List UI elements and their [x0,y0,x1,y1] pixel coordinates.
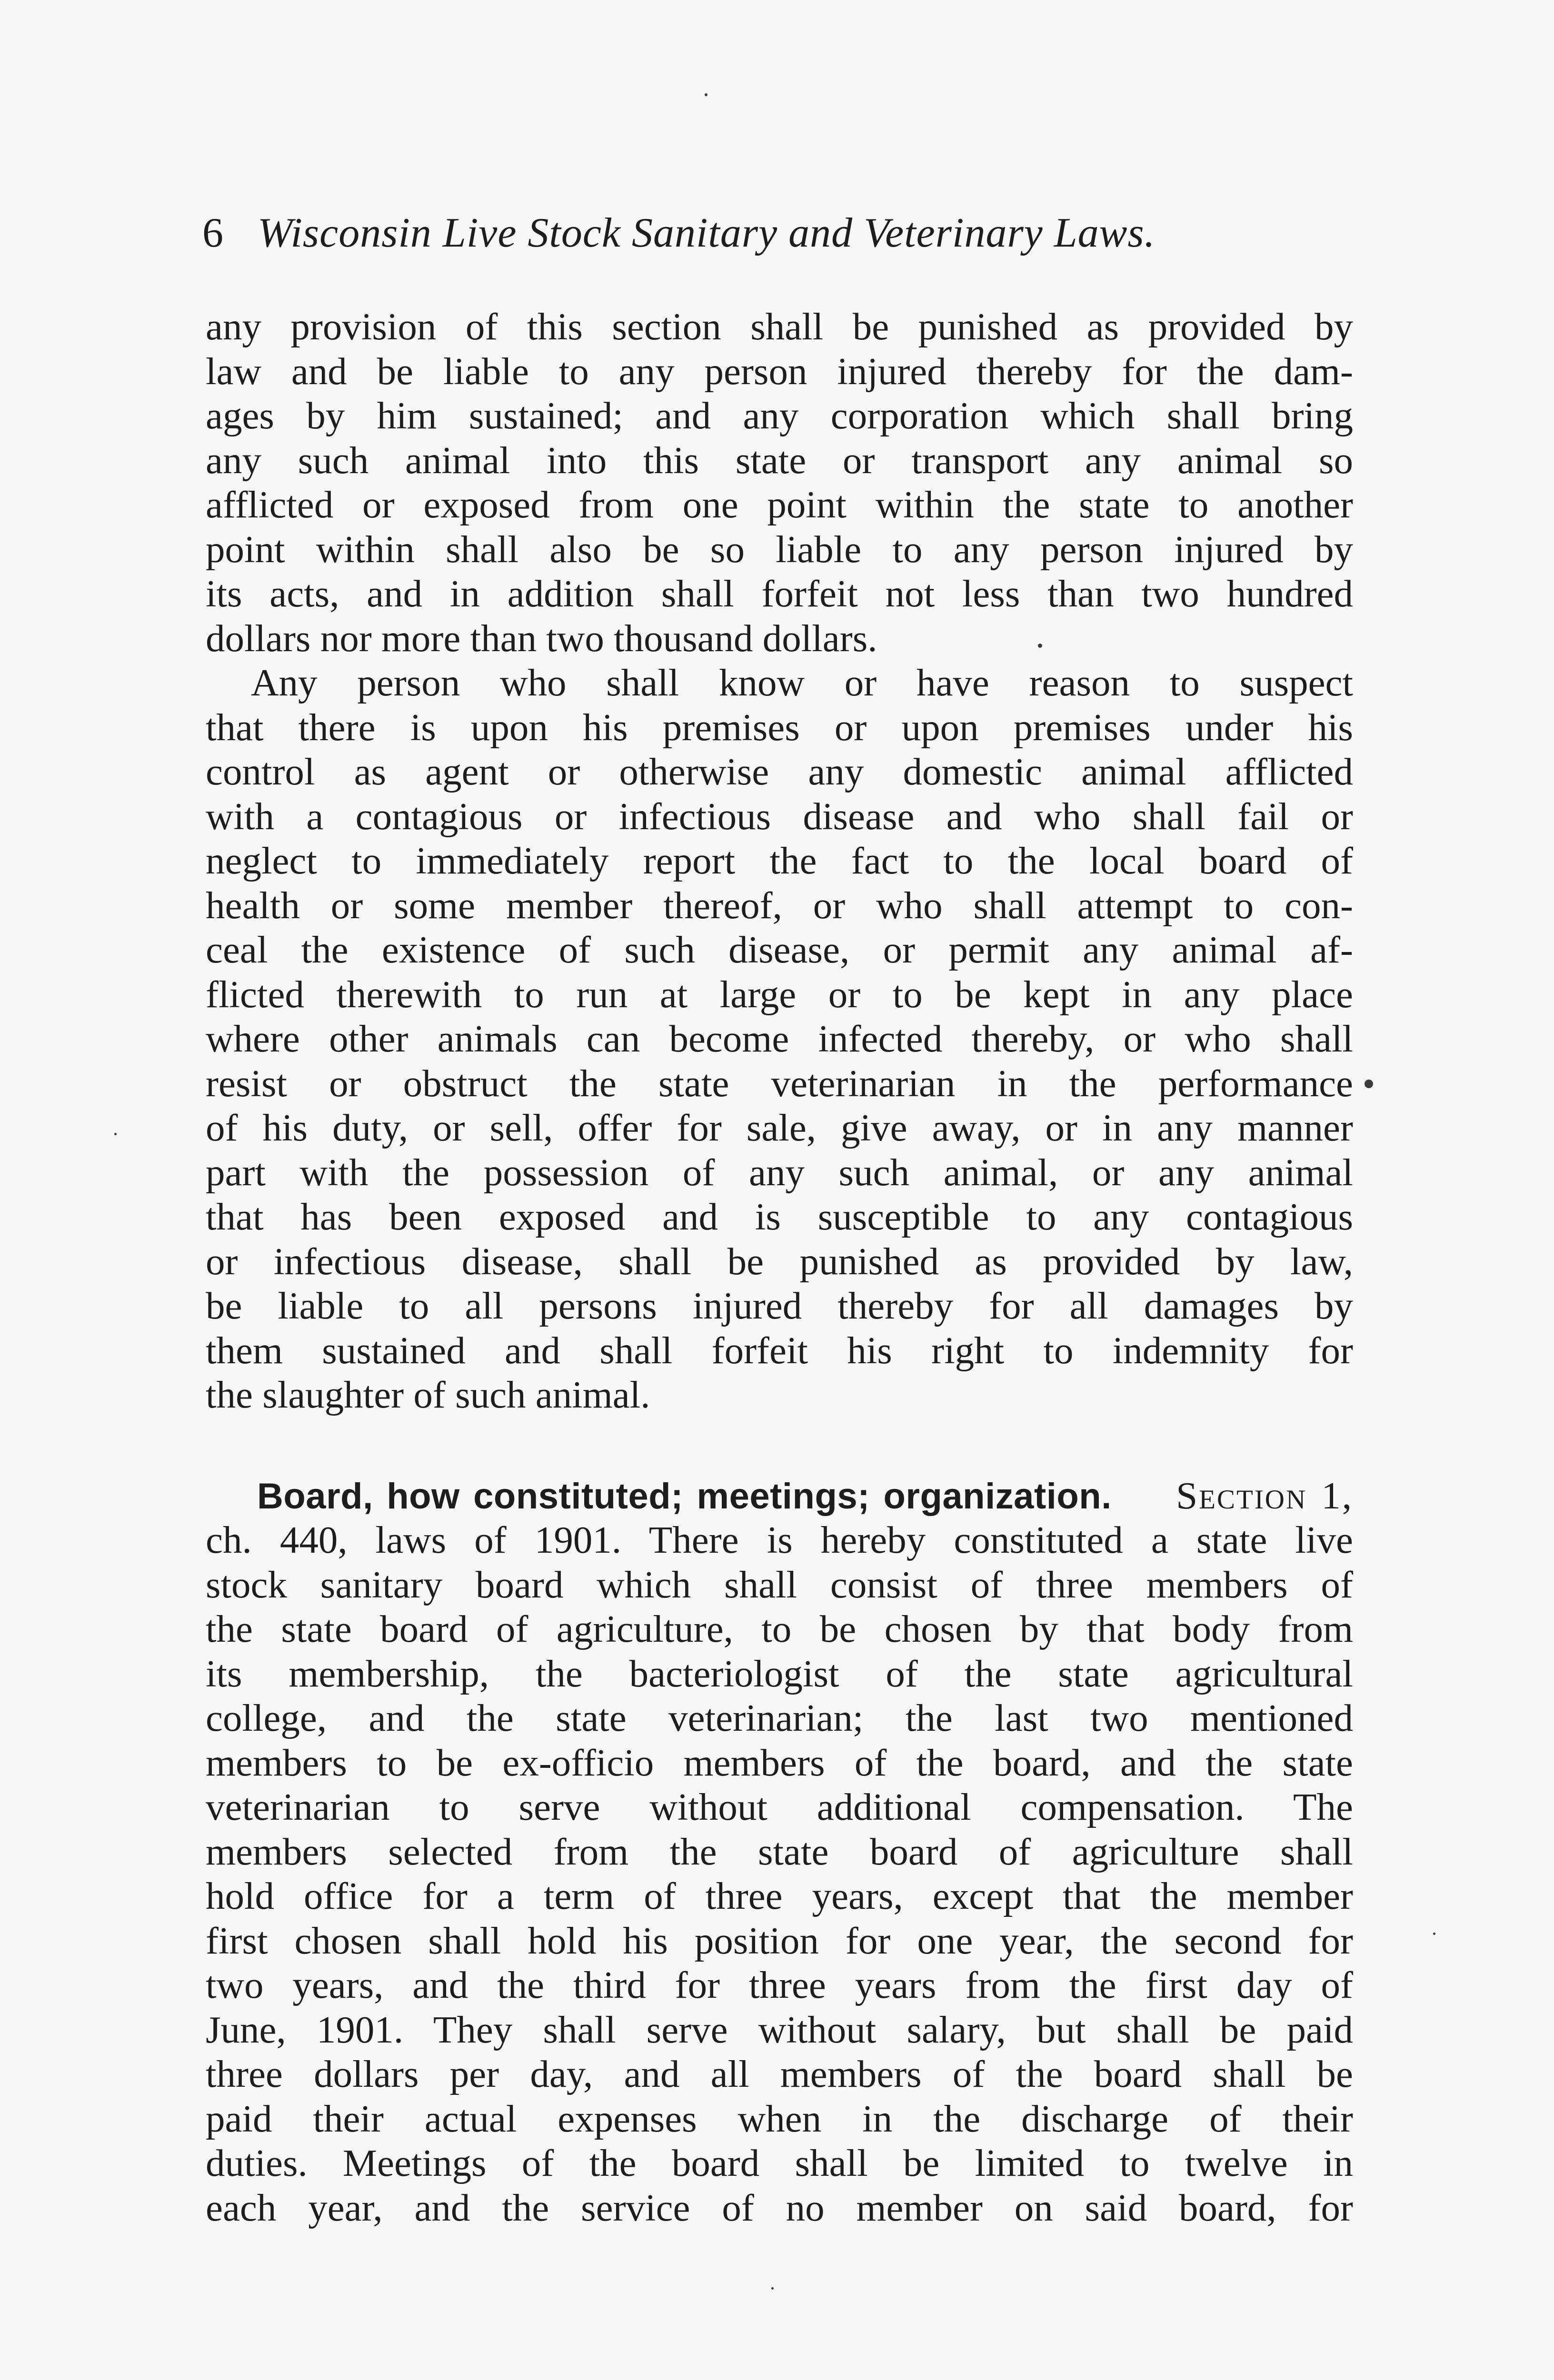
text-line: that there is upon his premises or upon premises under his [206,705,1353,749]
text-line: or infectious disease, shall be punished as provided by law, [206,1240,1353,1283]
text-line: of his duty, or sell, offer for sale, give away, or in any manner [206,1106,1353,1149]
text-line: law and be liable to any person injured thereby for the dam- [206,349,1353,393]
text-line: control as agent or otherwise any domestic animal afflicted [206,750,1353,793]
text-line: any such animal into this state or transport any animal so [206,438,1353,482]
text-line: where other animals can become infected thereby, or who shall [206,1017,1353,1060]
page-number: 6 [202,210,223,256]
print-speck [114,1133,117,1135]
print-speck [771,2287,774,2290]
text-line: the slaughter of such animal. [206,1373,650,1416]
text-line: that has been exposed and is susceptible to any contagious [206,1195,1353,1238]
running-title: Wisconsin Live Stock Sanitary and Veterinary Laws. [258,210,1156,256]
text-line: veterinarian to serve without additional compensation. The [206,1785,1353,1828]
text-line: the state board of agriculture, to be chosen by that body from [206,1607,1353,1650]
text-line: each year, and the service of no member on said board, for [206,2186,1353,2229]
text-line: duties. Meetings of the board shall be limited to twelve in [206,2142,1353,2184]
text-line: members selected from the state board of agriculture shall [206,1830,1353,1873]
text-line: college, and the state veterinarian; the last two mentioned [206,1696,1353,1739]
text-line: with a contagious or infectious disease and who shall fail or [206,794,1353,838]
text-line: its membership, the bacteriologist of the state agricultural [206,1652,1353,1695]
paragraph-penalties [206,661,1353,1418]
heading-spacer [1125,1474,1163,1517]
section-board [206,1474,1353,2231]
text-line: Any person who shall know or have reason to suspect [251,661,1353,704]
page-body [206,305,1353,2230]
text-line: health or some member thereof, or who shall attempt to con- [206,883,1353,927]
text-line: neglect to immediately report the fact to the local board of [206,839,1353,882]
text-line: ch. 440, laws of 1901. There is hereby constituted a state live [206,1518,1353,1561]
text-line: flicted therewith to run at large or to be kept in any place [206,972,1353,1016]
text-line: June, 1901. They shall serve without salary, but shall be paid [206,2008,1353,2051]
page-header [202,205,1345,262]
text-line: its acts, and in addition shall forfeit not less than two hundred [206,572,1353,615]
print-speck [705,93,707,96]
text-line: first chosen shall hold his position for one year, the second for [206,1919,1353,1962]
text-line: part with the possession of any such animal, or any animal [206,1150,1353,1194]
section-label: Section 1, [1176,1474,1353,1517]
section-spacer [206,1418,1353,1474]
text-line: ceal the existence of such disease, or permit any animal af- [206,928,1353,971]
text-line: afflicted or exposed from one point within the state to another [206,483,1353,526]
text-line: hold office for a term of three years, except that the member [206,1874,1353,1917]
text-line: be liable to all persons injured thereby for all damages by [206,1284,1353,1327]
text-line: three dollars per day, and all members of the board shall be [206,2053,1353,2095]
section-heading: Board, how constituted; meetings; organization. [257,1476,1112,1517]
text-line: resist or obstruct the state veterinarian in the performance [206,1061,1353,1105]
text-line: point within shall also be so liable to any person injured by [206,527,1353,571]
print-speck [1038,644,1042,648]
text-line: members to be ex-officio members of the board, and the state [206,1741,1353,1784]
print-speck [1433,1933,1435,1935]
paragraph-continuation [206,305,1353,661]
text-line: any provision of this section shall be punished as provided by [206,305,1353,348]
text-line: stock sanitary board which shall consist of three members of [206,1563,1353,1606]
text-line: ages by him sustained; and any corporation which shall bring [206,394,1353,437]
text-line: dollars nor more than two thousand dollars. [206,616,877,660]
print-speck [1365,1080,1373,1088]
section-heading-line [206,1474,1353,1518]
text-line: paid their actual expenses when in the discharge of their [206,2097,1353,2140]
text-line: two years, and the third for three years from the first day of [206,1964,1353,2006]
text-line: them sustained and shall forfeit his right to indemnity for [206,1329,1353,1372]
